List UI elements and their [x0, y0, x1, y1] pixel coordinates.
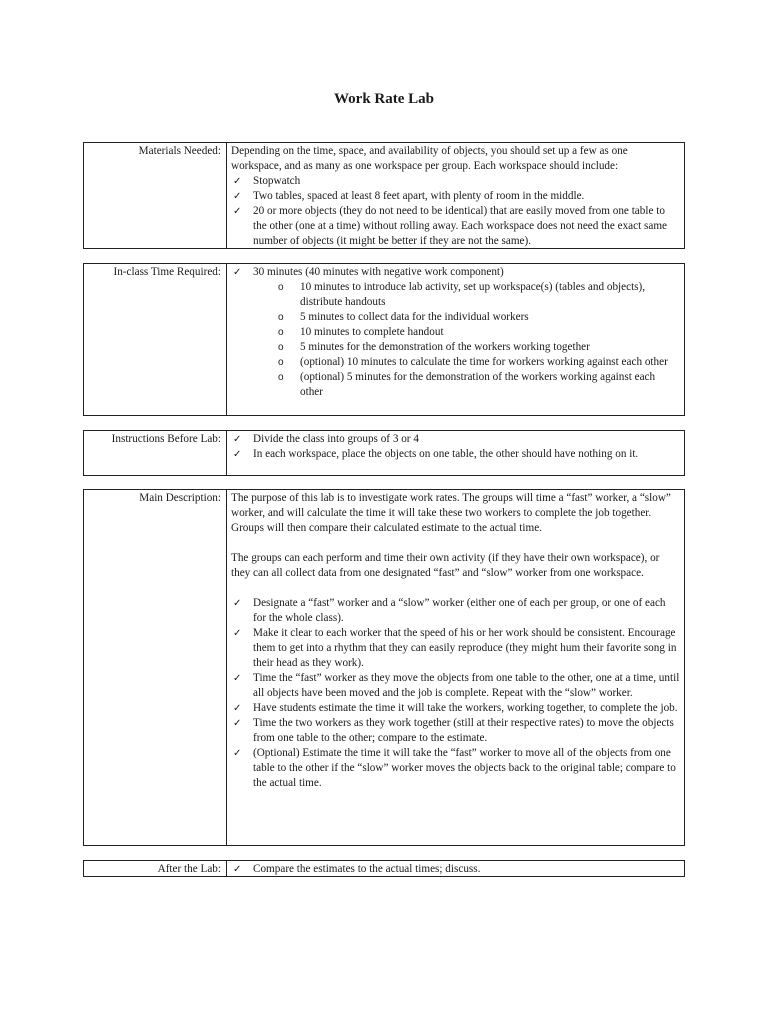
after-label: After the Lab:	[84, 861, 227, 876]
circle-bullet-icon: o	[278, 312, 284, 323]
materials-intro: Depending on the time, space, and availability of objects, you should set up a few as one workspace, and as many as one workspace per group. Each workspace should include:	[231, 145, 628, 172]
sub-item-text: 5 minutes to collect data for the individual workers	[300, 311, 529, 323]
circle-bullet-icon: o	[278, 282, 284, 293]
check-icon: ✓	[233, 748, 242, 759]
list-item-text: Time the “fast” worker as they move the objects from one table to the other, one at a time, until all objects have been moved and the job is complete. Repeat with the “slow” worker.	[253, 672, 680, 699]
sub-item-text: 10 minutes to introduce lab activity, set up workspace(s) (tables and objects), distribute handouts	[300, 281, 646, 308]
list-item	[231, 746, 680, 791]
check-icon: ✓	[233, 267, 242, 278]
sub-list-item	[231, 325, 680, 340]
list-item	[231, 204, 680, 249]
list-item	[231, 447, 680, 462]
list-item-text: Compare the estimates to the actual times; discuss.	[253, 863, 481, 875]
list-item-text: Two tables, spaced at least 8 feet apart, with plenty of room in the middle.	[253, 190, 585, 202]
list-item	[231, 174, 680, 189]
circle-bullet-icon: o	[278, 372, 284, 383]
materials-list	[231, 174, 680, 249]
list-item-text: Time the two workers as they work together (still at their respective rates) to move the objects from one table to the other; compare to the estimate.	[253, 717, 674, 744]
list-item	[231, 432, 680, 447]
list-item-text: Designate a “fast” worker and a “slow” worker (either one of each per group, or one of each for the whole class).	[253, 597, 666, 624]
check-icon: ✓	[233, 598, 242, 609]
sub-item-text: (optional) 5 minutes for the demonstration of the workers working against each other	[300, 371, 656, 398]
check-icon: ✓	[233, 449, 242, 460]
circle-bullet-icon: o	[278, 357, 284, 368]
list-item	[231, 701, 680, 716]
main-description-content	[227, 490, 684, 845]
sub-list-item	[231, 340, 680, 355]
list-item-text: (Optional) Estimate the time it will take the “fast” worker to move all of the objects from one table to the other if the “slow” worker moves the objects back to the original table; compare to the actual time.	[253, 747, 676, 789]
circle-bullet-icon: o	[278, 327, 284, 338]
list-item-text: Divide the class into groups of 3 or 4	[253, 433, 419, 445]
check-icon: ✓	[233, 673, 242, 684]
before-content	[227, 431, 684, 475]
list-item-text: Have students estimate the time it will take the workers, working together, to complete the job.	[253, 702, 678, 714]
materials-label: Materials Needed:	[84, 143, 227, 248]
main-description-section	[83, 489, 685, 846]
sub-item-text: 10 minutes to complete handout	[300, 326, 444, 338]
before-label: Instructions Before Lab:	[84, 431, 227, 475]
page-title: Work Rate Lab	[333, 91, 434, 107]
after-list	[231, 862, 680, 877]
circle-bullet-icon: o	[278, 342, 284, 353]
time-content	[227, 264, 684, 415]
list-item-text: 20 or more objects (they do not need to be identical) that are easily moved from one table to the other (one at a time) without rolling away. Each workspace does not need the exact same number of objects (it might be better if they are not the same).	[253, 205, 667, 247]
time-label: In-class Time Required:	[84, 264, 227, 415]
check-icon: ✓	[233, 206, 242, 217]
before-section	[83, 430, 685, 476]
paragraph: The groups can each perform and time their own activity (if they have their own workspace), or they can all collect data from one designated “fast” and “slow” worker from one workspace.	[231, 552, 660, 579]
list-item	[231, 626, 680, 671]
after-content	[227, 861, 684, 876]
time-section	[83, 263, 685, 416]
list-item	[231, 189, 680, 204]
after-section	[83, 860, 685, 877]
paragraph: The purpose of this lab is to investigate work rates. The groups will time a “fast” worker, a “slow” worker, and will calculate the time it will take these two workers to complete the job together. Groups will then compare their calculated estimate to the actual time.	[231, 492, 671, 534]
list-item	[231, 862, 680, 877]
list-item	[231, 671, 680, 701]
list-item	[231, 716, 680, 746]
check-icon: ✓	[233, 434, 242, 445]
time-sub-list	[231, 280, 680, 400]
sub-list-item	[231, 370, 680, 400]
sub-list-item	[231, 355, 680, 370]
check-icon: ✓	[233, 864, 242, 875]
sub-list-item	[231, 280, 680, 310]
sub-list-item	[231, 310, 680, 325]
check-icon: ✓	[233, 703, 242, 714]
check-icon: ✓	[233, 191, 242, 202]
list-item-text: 30 minutes (40 minutes with negative work component)	[253, 266, 504, 278]
check-icon: ✓	[233, 628, 242, 639]
list-item-text: In each workspace, place the objects on one table, the other should have nothing on it.	[253, 448, 639, 460]
before-list	[231, 432, 680, 462]
list-item-text: Stopwatch	[253, 175, 301, 187]
list-item-text: Make it clear to each worker that the speed of his or her work should be consistent. Encourage them to get into a rhythm that they can easily reproduce (they might hum their favorite song in their head as they work).	[253, 627, 677, 669]
check-icon: ✓	[233, 718, 242, 729]
check-icon: ✓	[233, 176, 242, 187]
materials-section	[83, 142, 685, 249]
time-list	[231, 265, 680, 280]
materials-content	[227, 143, 684, 248]
sub-item-text: (optional) 10 minutes to calculate the time for workers working against each other	[300, 356, 668, 368]
main-description-list	[231, 596, 680, 791]
main-description-label: Main Description:	[84, 490, 227, 845]
sub-item-text: 5 minutes for the demonstration of the workers working together	[300, 341, 590, 353]
list-item	[231, 265, 680, 280]
list-item	[231, 596, 680, 626]
